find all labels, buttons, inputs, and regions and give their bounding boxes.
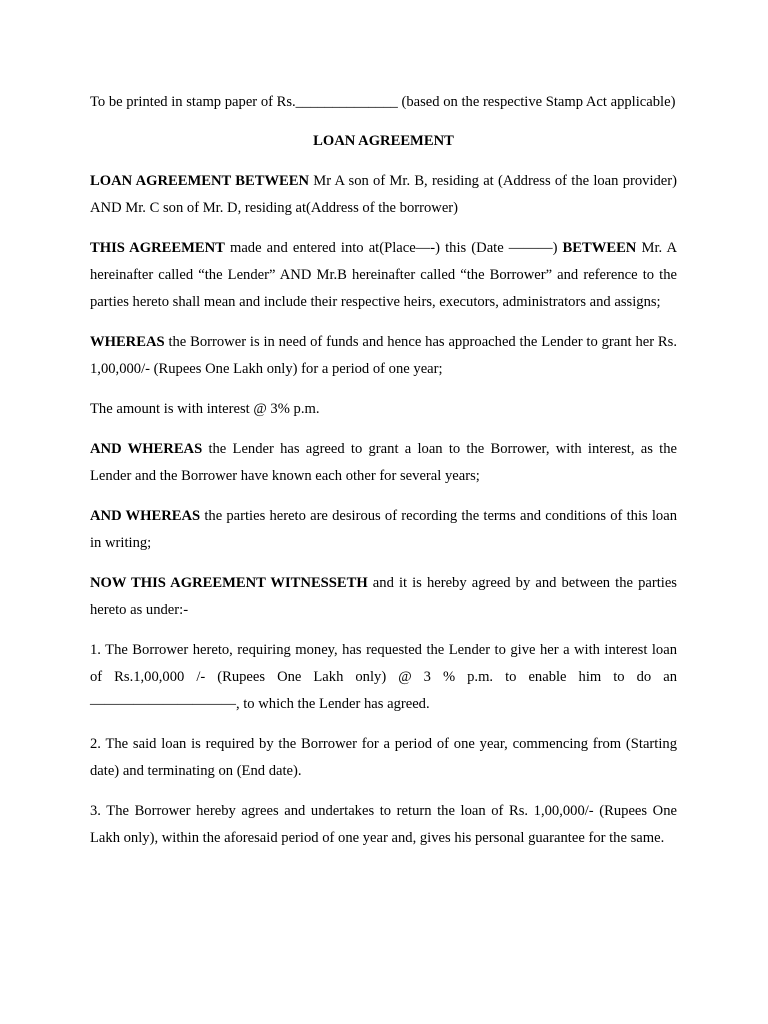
this-agreement-paragraph	[90, 235, 677, 316]
whereas-paragraph-3	[90, 503, 677, 557]
interest-note: The amount is with interest @ 3% p.m.	[90, 401, 320, 417]
parties-heading: LOAN AGREEMENT BETWEEN	[90, 173, 310, 189]
whereas-paragraph-2	[90, 436, 677, 490]
whereas-text-1: the Borrower is in need of funds and hence has approached the Lender to grant her Rs. 1,00,000/- (Rupees One Lakh only) for a period of one year;	[90, 334, 677, 377]
parties-paragraph	[90, 168, 677, 222]
whereas-heading-3: AND WHEREAS	[90, 508, 201, 524]
witnesseth-heading: NOW THIS AGREEMENT WITNESSETH	[90, 575, 368, 591]
whereas-heading-1: WHEREAS	[90, 334, 165, 350]
whereas-heading-2: AND WHEREAS	[90, 441, 203, 457]
between-keyword: BETWEEN	[562, 240, 637, 256]
whereas-paragraph-1	[90, 329, 677, 383]
clause-3: 3. The Borrower hereby agrees and undertakes to return the loan of Rs. 1,00,000/- (Rupees One Lakh only), within the aforesaid period of one year and, gives his personal guarantee for the same.	[90, 803, 677, 846]
this-agreement-heading: THIS AGREEMENT	[90, 240, 225, 256]
document-page	[90, 89, 677, 865]
witnesseth-text: and it is hereby agreed by and between the parties hereto as under:-	[90, 575, 677, 618]
witnesseth-paragraph	[90, 570, 677, 624]
whereas-text-3: the parties hereto are desirous of recording the terms and conditions of this loan in writing;	[90, 508, 677, 551]
parties-text: Mr A son of Mr. B, residing at (Address of the loan provider) AND Mr. C son of Mr. D, residing at(Address of the borrower)	[90, 173, 677, 216]
this-agreement-text-2: Mr. A hereinafter called “the Lender” AND Mr.B hereinafter called “the Borrower” and reference to the parties hereto shall mean and include their respective heirs, executors, administrators and assigns;	[90, 240, 677, 310]
this-agreement-text-1: made and entered into at(Place—-) this (Date ———)	[224, 240, 563, 256]
stamp-note: To be printed in stamp paper of Rs.______________ (based on the respective Stamp Act applicable)	[90, 94, 676, 110]
clause-2: 2. The said loan is required by the Borrower for a period of one year, commencing from (Starting date) and terminating on (End date).	[90, 736, 677, 779]
document-title: LOAN AGREEMENT	[313, 133, 454, 149]
clause-1: 1. The Borrower hereto, requiring money, has requested the Lender to give her a with interest loan of Rs.1,00,000 /- (Rupees One Lakh only) @ 3 % p.m. to enable him to do an ——————————, to which the Lender has agreed.	[90, 642, 677, 712]
whereas-text-2: the Lender has agreed to grant a loan to the Borrower, with interest, as the Lender and the Borrower have known each other for several years;	[90, 441, 677, 484]
